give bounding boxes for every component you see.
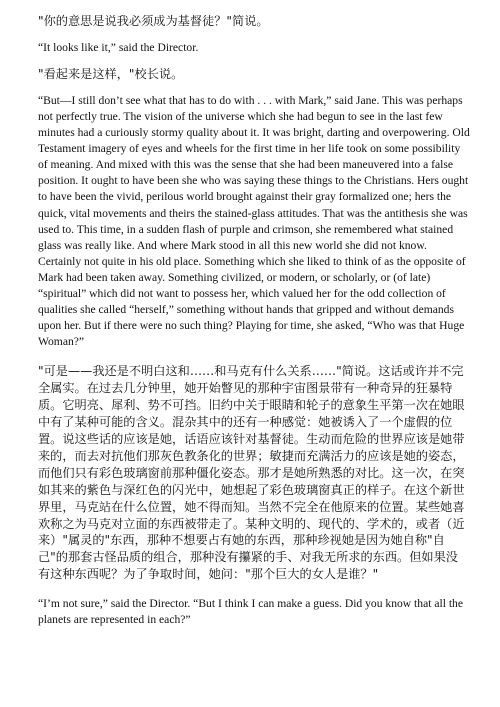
paragraph-zh-3: "可是——我还是不明白这和……和马克有什么关系……"简说。这话或许并不完全属实。在过去几分钟里，她开始瞥见的那种宇宙图景带有一种奇异的狂暴特质。它明亮、犀利、势不可挡。旧约中关于眼睛和轮子的意象生平第一次在她眼中有了某种可能的含义。混杂其中的还有一种感觉：她被诱入了一个虚假的位置。说这些话的应该是她，话语应该针对基督徒。生动而危险的世界应该是她带来的，而去对抗他们那灰色教条化的世界；敏捷而充满活力的应该是她的姿态，而他们只有彩色玻璃窗前那种僵化姿态。那才是她所熟悉的对比。这一次，在突如其来的紫色与深红色的闪光中，她想起了彩色玻璃窗真正的样子。在这个新世界里，马克站在什么位置，她不得而知。当然不完全在他原来的位置。某些她喜欢称之为马克对立面的东西被带走了。某种文明的、现代的、学术的，或者（近来）"属灵的"东西，那种不想要占有她的东西，那种珍视她是因为她自称"自己"的那套古怪品质的组合，那种没有攥紧的手、对我无所求的东西。但如果没有这种东西呢？为了争取时间，她问："那个巨大的女人是谁？" [38,364,465,582]
paragraph-zh-2: "看起来是这样，"校长说。 [38,67,184,81]
paragraph-en-3: “I’m not sure,” said the Director. “But I think I can make a guess. Did you know that all the planets are represented in each?” [38,597,463,627]
paragraph-zh-1: "你的意思是说我必须成为基督徒？"简说。 [38,14,269,28]
paragraph-en-2: “But—I still don’t see what that has to do with . . . with Mark,” said Jane. This was perhaps not perfectly true. The vision of the universe which she had begun to see in the last few minutes had a curiously stormy quality about it. It was bright, darting and overpowering. Old Testament imagery of eyes and wheels for the first time in her life took on some possibility of meaning. And mixed with this was the sense that she had been maneuvered into a false position. It ought to have been she who was saying these things to the Christians. Hers ought to have been the vivid, perilous world brought against their gray formalized one; hers the quick, vital movements and theirs the stained-glass attitudes. That was the antithesis she was used to. This time, in a sudden flash of purple and crimson, she remembered what stained glass was really like. And where Mark stood in all this new world she did not know. Certainly not quite in his old place. Something which she liked to think of as the opposite of Mark had been taken away. Something civilized, or modern, or scholarly, or (of late) “spiritual” which did not want to possess her, which valued her for the odd collection of qualities she called “herself,” something without hands that gripped and without demands upon her. But if there were no such thing? Playing for time, she asked, “Who was that Huge Woman?” [38,93,470,349]
paragraph-en-1: “It looks like it,” said the Director. [38,40,199,54]
